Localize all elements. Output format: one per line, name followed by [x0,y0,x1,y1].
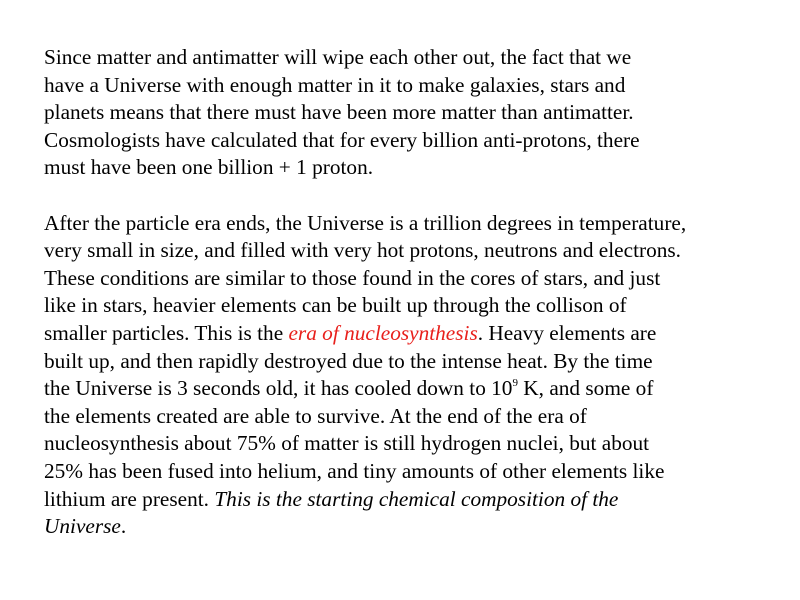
text-line [44,487,618,511]
text-line: Since matter and antimatter will wipe each other out, the fact that we [44,45,632,69]
text-line: These conditions are similar to those found in the cores of stars, and just [44,265,661,290]
text-segment: . Heavy elements are [477,320,657,345]
paragraph-nucleosynthesis [44,210,774,541]
text-segment: smaller particles. This is the [44,320,289,345]
text-line: must have been one billion + 1 proton. [44,155,374,180]
text-line: Cosmologists have calculated that for every billion anti-protons, there [44,127,640,152]
conclusion-text: This is the starting chemical composition of the [214,486,619,511]
text-line: built up, and then rapidly destroyed due to the intense heat. By the time [44,348,653,373]
text-segment: lithium are present. [44,486,215,511]
text-line [44,514,126,538]
text-line [44,321,656,345]
text-line: like in stars, heavier elements can be built up through the collison of [44,293,627,318]
exponent: 9 [512,377,518,390]
text-segment: . [120,514,127,539]
text-segment: the Universe is 3 seconds old, it has cooled down to 10 [44,376,513,401]
text-line: have a Universe with enough matter in it to make galaxies, stars and [44,72,626,97]
text-line: nucleosynthesis about 75% of matter is still hydrogen nuclei, but about [44,431,650,456]
text-line: very small in size, and filled with very hot protons, neutrons and electrons. [44,238,681,263]
document-page [44,44,774,541]
conclusion-text: Universe [44,514,121,539]
text-line [44,376,653,400]
text-line: After the particle era ends, the Universe is a trillion degrees in temperature, [44,210,687,235]
text-line: planets means that there must have been more matter than antimatter. [44,100,634,125]
text-line: 25% has been fused into helium, and tiny amounts of other elements like [44,458,665,483]
era-of-nucleosynthesis-term: era of nucleosynthesis [288,320,478,345]
text-line: the elements created are able to survive. At the end of the era of [44,403,587,428]
text-segment: K, and some of [517,376,654,401]
paragraph-matter-antimatter [44,44,774,182]
